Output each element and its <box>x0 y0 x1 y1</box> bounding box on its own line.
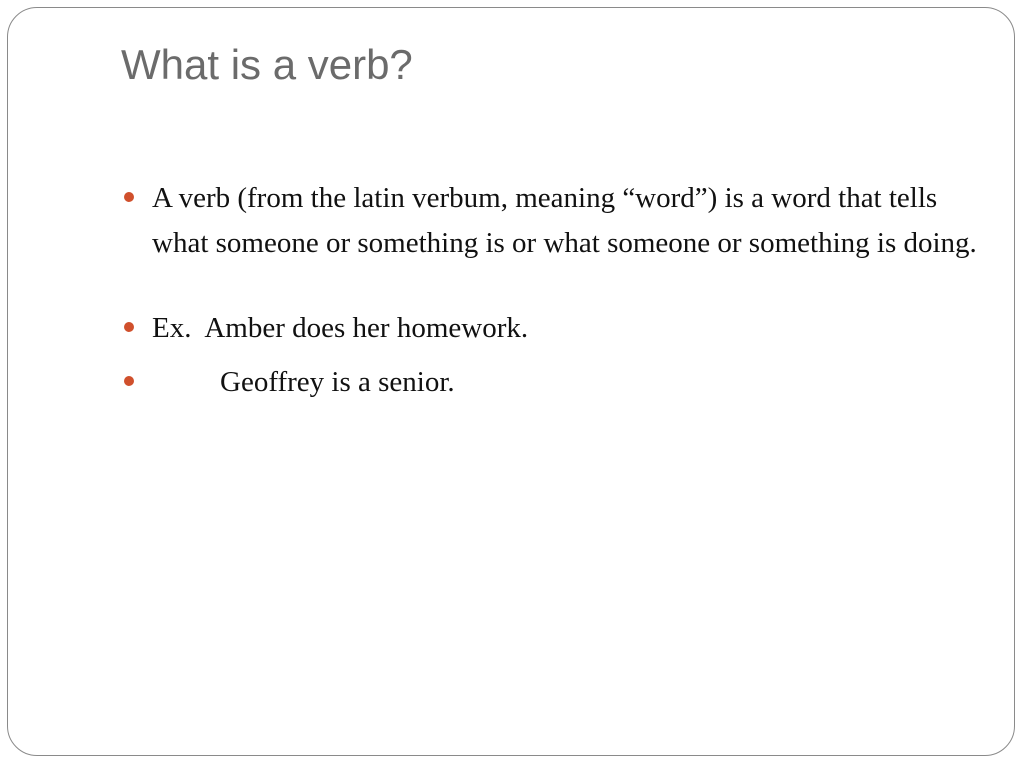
slide-frame <box>7 7 1015 756</box>
bullet-item-example-1 <box>121 306 981 351</box>
bullet-list <box>121 176 981 405</box>
bullet-dot-icon <box>124 322 134 332</box>
bullet-text: Geoffrey is a senior. <box>220 366 455 398</box>
bullet-dot-icon <box>124 192 134 202</box>
slide-title: What is a verb? <box>121 41 413 88</box>
bullet-text: Ex. Amber does her homework. <box>152 312 529 344</box>
bullet-text: A verb (from the latin verbum, meaning “word”) is a word that tells what someone or something is or what someone or something is doing. <box>152 182 977 259</box>
bullet-item-example-2 <box>121 360 981 405</box>
bullet-dot-icon <box>124 376 134 386</box>
bullet-item-definition <box>121 176 981 266</box>
